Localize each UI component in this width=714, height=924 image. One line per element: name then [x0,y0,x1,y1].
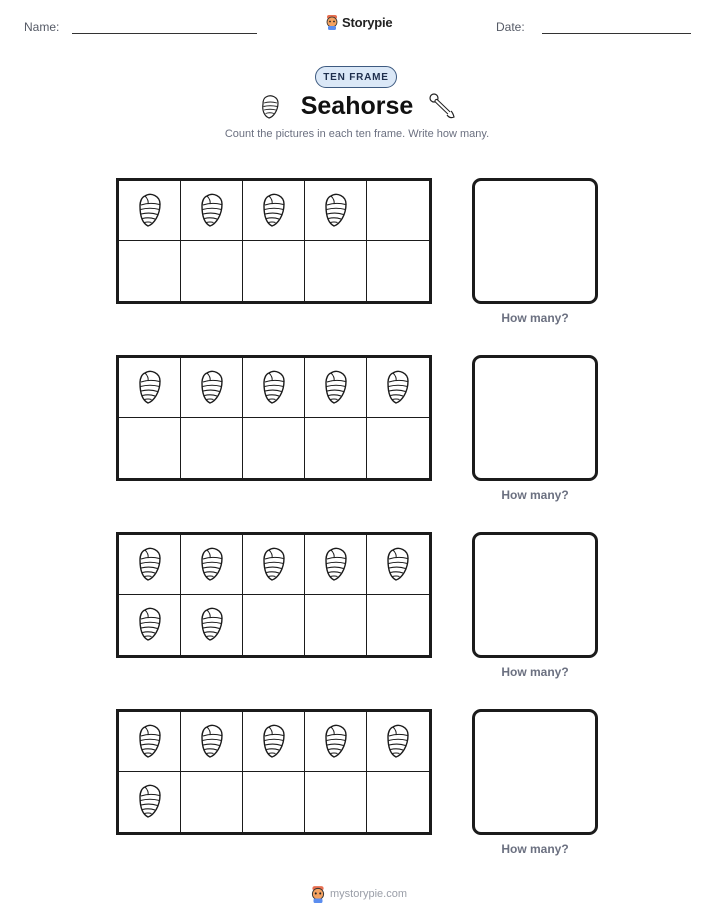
ten-frame-cell [181,712,243,772]
ten-frame [116,532,432,658]
seahorse-icon [259,546,289,584]
seahorse-icon [383,723,413,761]
ten-frame [116,709,432,835]
seahorse-icon [321,546,351,584]
answer-box[interactable] [472,532,598,658]
ten-frame-cell [243,358,305,418]
brand-logo [325,14,392,30]
how-many-label: How many? [501,665,569,679]
seahorse-icon [135,546,165,584]
ten-frame-cell [243,712,305,772]
ten-frame-cell [243,418,305,478]
ten-frame-cell [243,181,305,241]
ten-frame [116,178,432,304]
answer-box[interactable] [472,178,598,304]
ten-frame-cell [181,772,243,832]
seahorse-icon [383,546,413,584]
ten-frame-cell [119,772,181,832]
ten-frame-cell [367,595,429,655]
ten-frame-cell [119,241,181,301]
ten-frame-cell [367,535,429,595]
seahorse-icon [259,192,289,230]
page-title: Seahorse [300,92,414,120]
footer [310,885,407,903]
ten-frame-cell [243,772,305,832]
ten-frame-cell [119,418,181,478]
ten-frame-cell [305,418,367,478]
storypie-mascot-icon [325,14,339,30]
seahorse-icon [135,606,165,644]
ten-frame-cell [305,595,367,655]
how-many-label: How many? [501,842,569,856]
ten-frame-cell [181,241,243,301]
storypie-mascot-icon [310,885,326,903]
seahorse-icon [135,723,165,761]
ten-frame-cell [119,712,181,772]
seahorse-icon [259,723,289,761]
name-label: Name: [24,20,60,34]
footer-url: mystorypie.com [330,888,408,900]
brand-name: Storypie [342,14,393,30]
seahorse-tail-icon [428,92,458,122]
seahorse-icon [197,606,227,644]
ten-frame [116,355,432,481]
ten-frame-cell [305,772,367,832]
ten-frame-cell [243,535,305,595]
ten-frame-cell [367,358,429,418]
ten-frame-cell [367,181,429,241]
seahorse-icon [197,546,227,584]
name-line[interactable] [72,33,257,34]
seahorse-icon [197,369,227,407]
ten-frame-cell [367,712,429,772]
ten-frame-cell [367,241,429,301]
seahorse-icon [197,723,227,761]
seahorse-icon [383,369,413,407]
ten-frame-cell [243,595,305,655]
ten-frame-cell [119,595,181,655]
ten-frame-cell [181,535,243,595]
ten-frame-cell [119,358,181,418]
ten-frame-cell [181,358,243,418]
seahorse-icon [135,192,165,230]
seahorse-icon [259,369,289,407]
ten-frame-cell [305,358,367,418]
ten-frame-cell [181,181,243,241]
seahorse-icon [321,369,351,407]
seahorse-icon [197,192,227,230]
ten-frame-cell [243,241,305,301]
answer-box[interactable] [472,709,598,835]
ten-frame-cell [305,712,367,772]
ten-frame-badge: TEN FRAME [315,66,397,88]
seahorse-icon [135,369,165,407]
instructions: Count the pictures in each ten frame. Write how many. [224,128,490,140]
ten-frame-cell [119,181,181,241]
how-many-label: How many? [501,311,569,325]
ten-frame-cell [181,418,243,478]
ten-frame-cell [367,772,429,832]
ten-frame-cell [305,535,367,595]
seahorse-icon [321,723,351,761]
how-many-label: How many? [501,488,569,502]
ten-frame-cell [305,241,367,301]
ten-frame-cell [305,181,367,241]
seahorse-icon [135,783,165,821]
ten-frame-cell [181,595,243,655]
seahorse-icon [321,192,351,230]
date-line[interactable] [542,33,691,34]
ten-frame-cell [367,418,429,478]
answer-box[interactable] [472,355,598,481]
date-label: Date: [496,20,525,34]
ten-frame-cell [119,535,181,595]
